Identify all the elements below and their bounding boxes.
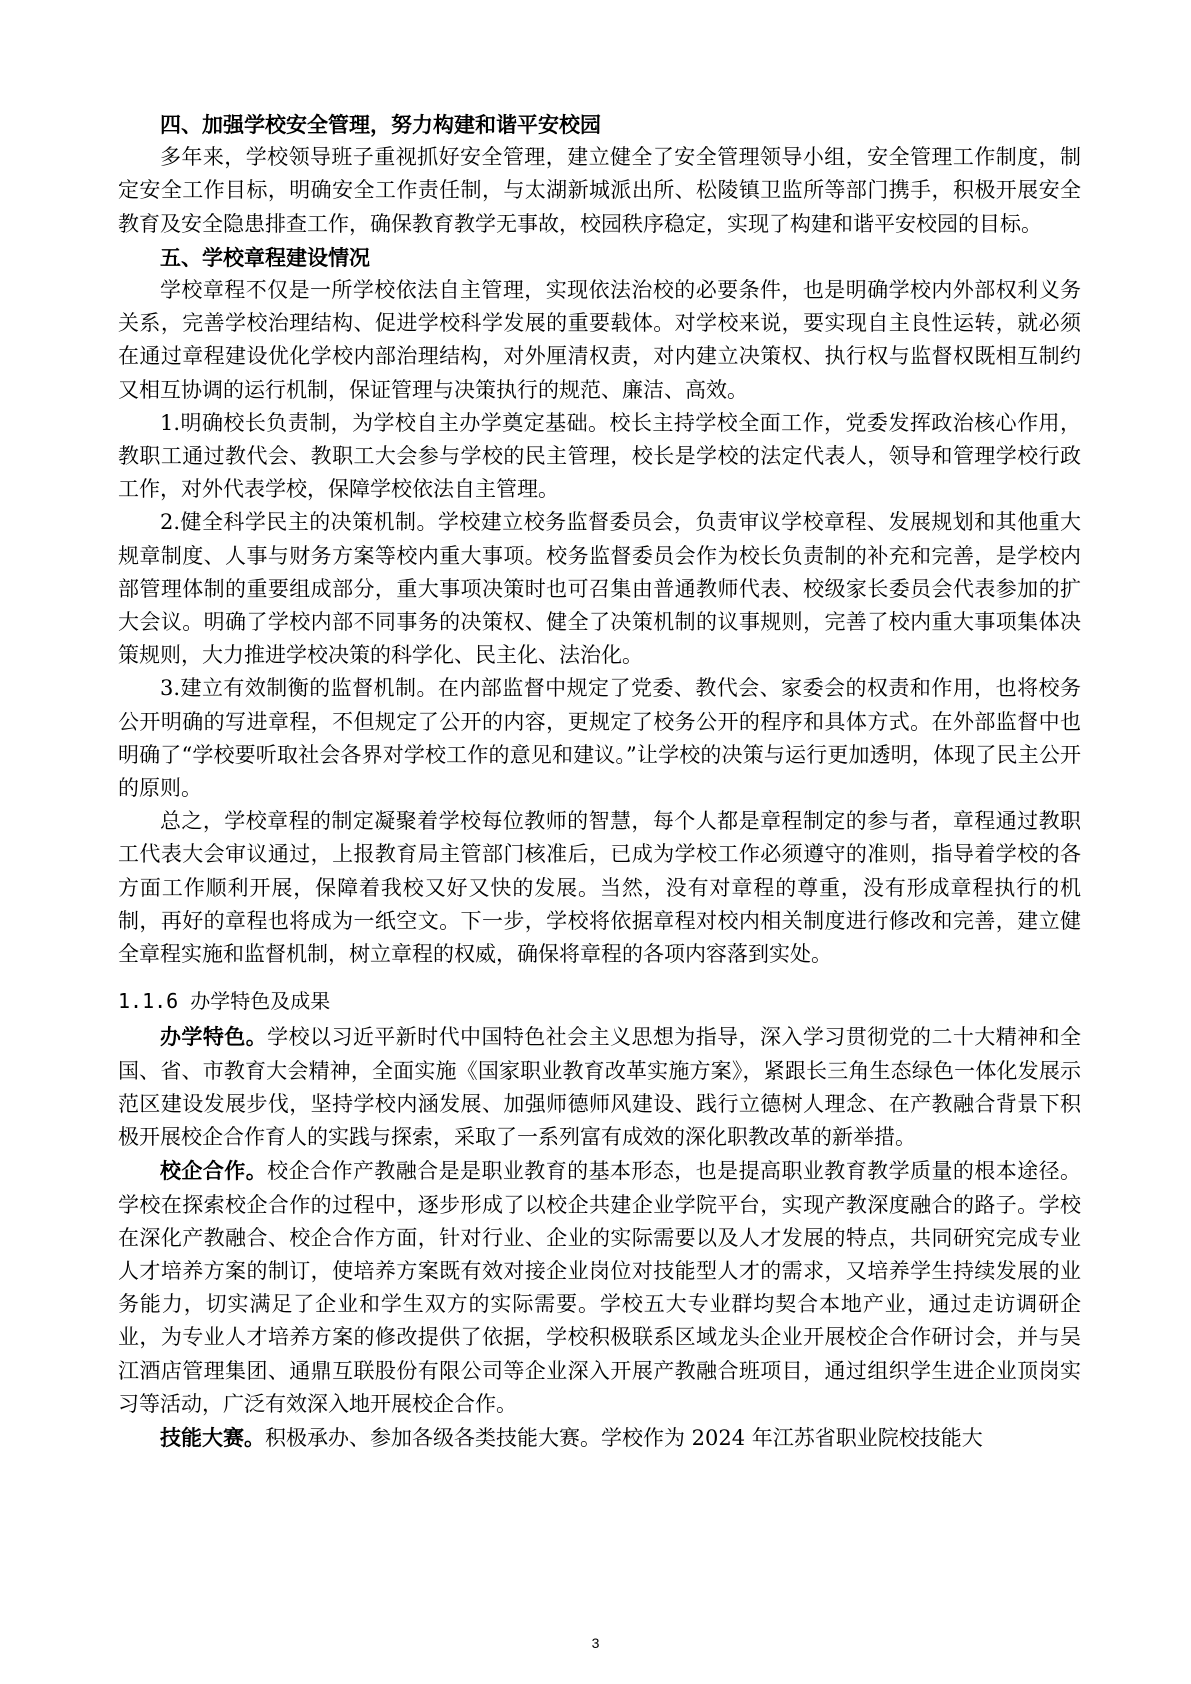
paragraph: 2.健全科学民主的决策机制。学校建立校务监督委员会，负责审议学校章程、发展规划和其他重大规章制度、人事与财务方案等校内重大事项。校务监督委员会作为校长负责制的补充和完善，是学校内部管理体制的重要组成部分，重大事项决策时也可召集由普通教师代表、校级家长委员会代表参加的扩大会议。明确了学校内部不同事务的决策权、健全了决策机制的议事规则，完善了校内重大事项集体决策规则，大力推进学校决策的科学化、民主化、法治化。 — [118, 510, 1081, 668]
paragraph-lead: 技能大赛。 — [160, 1424, 265, 1450]
paragraph-features — [118, 1020, 1081, 1154]
paragraph-text: 学校以习近平新时代中国特色社会主义思想为指导，深入学习贯彻党的二十大精神和全国、省、市教育大会精神，全面实施《国家职业教育改革实施方案》，紧跟长三角生态绿色一体化发展示范区建设发展步伐，坚持学校内涵发展、加强师德师风建设、践行立德树人理念、在产教融合背景下积极开展校企合作育人的实践与探索，采取了一系列富有成效的深化职教改革的新举措。 — [118, 1025, 1082, 1150]
section-heading-charter: 五、学校章程建设情况 — [160, 244, 370, 270]
paragraph-cooperation — [118, 1154, 1081, 1421]
paragraph: 学校章程不仅是一所学校依法自主管理，实现依法治校的必要条件，也是明确学校内外部权利义务关系，完善学校治理结构、促进学校科学发展的重要载体。对学校来说，要实现自主良性运转，就必须在通过章程建设优化学校内部治理结构，对外厘清权责，对内建立决策权、执行权与监督权既相互制约又相互协调的运行机制，保证管理与决策执行的规范、廉洁、高效。 — [118, 278, 1081, 402]
paragraph-competition — [118, 1421, 1081, 1455]
paragraph-lead: 校企合作。 — [160, 1158, 268, 1184]
paragraph: 1.明确校长负责制，为学校自主办学奠定基础。校长主持学校全面工作，党委发挥政治核心作用，教职工通过教代会、教职工大会参与学校的民主管理，校长是学校的法定代表人，领导和管理学校行政工作，对外代表学校，保障学校依法自主管理。 — [118, 410, 1081, 502]
paragraph: 总之，学校章程的制定凝聚着学校每位教师的智慧，每个人都是章程制定的参与者，章程通过教职工代表大会审议通过，上报教育局主管部门核准后，已成为学校工作必须遵守的准则，指导着学校的各方面工作顺利开展，保障着我校又好又快的发展。当然，没有对章程的尊重，没有形成章程执行的机制，再好的章程也将成为一纸空文。下一步，学校将依据章程对校内相关制度进行修改和完善，建立健全章程实施和监督机制，树立章程的权威，确保将章程的各项内容落到实处。 — [118, 809, 1081, 967]
paragraph-text: 积极承办、参加各级各类技能大赛。学校作为 2024 年江苏省职业院校技能大 — [265, 1425, 983, 1450]
paragraph: 3.建立有效制衡的监督机制。在内部监督中规定了党委、教代会、家委会的权责和作用，也将校务公开明确的写进章程，不但规定了公开的内容，更规定了校务公开的程序和具体方式。在外部监督中也明确了“学校要听取社会各界对学校工作的意见和建议。”让学校的决策与运行更加透明，体现了民主公开的原则。 — [118, 676, 1081, 801]
paragraph: 多年来，学校领导班子重视抓好安全管理，建立健全了安全管理领导小组，安全管理工作制度，制定安全工作目标，明确安全工作责任制，与太湖新城派出所、松陵镇卫监所等部门携手，积极开展安全教育及安全隐患排查工作，确保教育教学无事故，校园秩序稳定，实现了构建和谐平安校园的目标。 — [118, 145, 1081, 236]
paragraph-text: 校企合作产教融合是是职业教育的基本形态，也是提高职业教育教学质量的根本途径。学校在探索校企合作的过程中，逐步形成了以校企共建企业学院平台，实现产教深度融合的路子。学校在深化产教融合、校企合作方面，针对行业、企业的实际需要以及人才发展的特点，共同研究完成专业人才培养方案的制订，使培养方案既有效对接企业岗位对技能型人才的需求，又培养学生持续发展的业务能力，切实满足了企业和学生双方的实际需要。学校五大专业群均契合本地产业，通过走访调研企业，为专业人才培养方案的修改提供了依据，学校积极联系区域龙头企业开展校企合作研讨会，并与吴江酒店管理集团、通鼎互联股份有限公司等企业深入开展产教融合班项目，通过组织学生进企业顶岗实习等活动，广泛有效深入地开展校企合作。 — [118, 1159, 1082, 1416]
paragraph-lead: 办学特色。 — [160, 1024, 268, 1050]
subsection-heading: 1.1.6 办学特色及成果 — [118, 989, 331, 1014]
section-heading-safety: 四、加强学校安全管理，努力构建和谐平安校园 — [160, 112, 601, 137]
document-body — [118, 108, 1081, 1455]
page-number: 3 — [591, 1635, 600, 1651]
